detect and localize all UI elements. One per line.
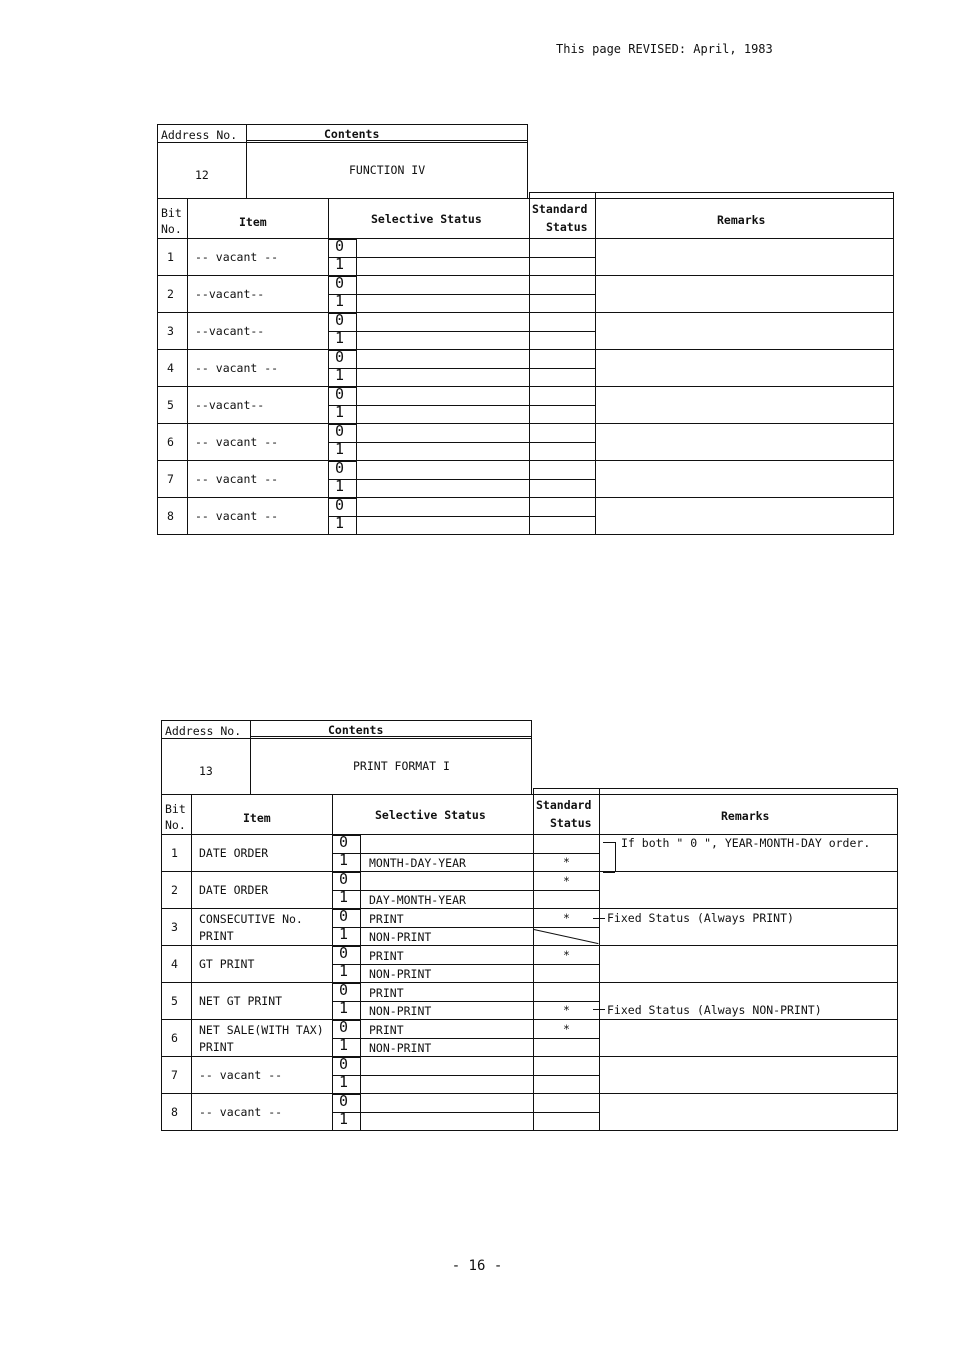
rule-line — [603, 872, 615, 873]
rule-line — [527, 124, 528, 198]
rule-line — [328, 516, 529, 517]
rule-line — [533, 982, 897, 983]
rule-line — [533, 890, 599, 891]
rule-line — [161, 720, 531, 721]
rule-line — [593, 1009, 605, 1010]
item-name-line1: NET SALE(WITH TAX) — [199, 1023, 324, 1037]
rule-line — [157, 142, 527, 143]
item-name: -- vacant -- — [199, 1068, 283, 1082]
rule-line — [529, 257, 595, 258]
rule-line — [529, 442, 595, 443]
remark-fixed-print: Fixed Status (Always PRINT) — [607, 911, 794, 925]
selective-digit-0: 0 — [339, 907, 349, 925]
selective-digit-0: 0 — [339, 944, 349, 962]
rule-line — [157, 423, 328, 424]
selective-digit-1: 1 — [339, 1035, 349, 1054]
selective-digit-0: 0 — [339, 981, 349, 999]
rule-line — [332, 890, 533, 891]
rule-line — [328, 368, 529, 369]
item-name: -- vacant -- — [195, 361, 279, 375]
selective-status-header: Selective Status — [371, 212, 482, 226]
rule-line — [533, 788, 897, 789]
rule-line — [328, 349, 529, 350]
rule-line — [328, 405, 529, 406]
rule-line — [250, 720, 251, 794]
rule-line — [191, 794, 192, 1131]
page-number: - 16 - — [451, 1258, 503, 1274]
rule-line — [533, 908, 897, 909]
rule-line — [187, 198, 188, 535]
rule-line — [529, 192, 530, 535]
rule-line — [529, 294, 595, 295]
bit-number: 3 — [167, 324, 174, 338]
rule-line — [157, 238, 893, 239]
selective-status-header: Selective Status — [375, 808, 486, 822]
contents-value: PRINT FORMAT I — [353, 759, 450, 773]
selective-status-1: NON-PRINT — [369, 1040, 432, 1055]
selective-digit-1: 1 — [335, 365, 345, 384]
rule-line — [161, 1056, 332, 1057]
selective-digit-0: 0 — [335, 274, 345, 292]
rule-line — [332, 964, 533, 965]
status-header: Status — [546, 220, 588, 234]
selective-digit-0: 0 — [339, 870, 349, 888]
diagonal-line — [534, 929, 598, 944]
rule-line — [533, 1056, 897, 1057]
rule-line — [332, 982, 533, 983]
rule-line — [250, 736, 531, 737]
rule-line — [161, 1130, 332, 1131]
item-name: --vacant-- — [195, 324, 265, 338]
rule-line — [533, 964, 599, 965]
rule-line — [332, 1130, 533, 1131]
bit-label: Bit — [165, 802, 186, 816]
rule-line — [529, 386, 893, 387]
standard-mark-0: * — [563, 911, 570, 925]
rule-line — [332, 1056, 533, 1057]
bit-number: 8 — [171, 1105, 178, 1119]
selective-status-0: PRINT — [369, 986, 404, 1000]
address-value: 13 — [199, 764, 213, 778]
selective-digit-0: 0 — [335, 459, 345, 477]
rule-line — [533, 1001, 599, 1002]
item-name: -- vacant -- — [195, 509, 279, 523]
item-name: DATE ORDER — [199, 883, 269, 897]
rule-line — [328, 275, 529, 276]
selective-digit-1: 1 — [335, 402, 345, 421]
bit-number: 3 — [171, 920, 178, 934]
selective-status-1: DAY-MONTH-YEAR — [369, 892, 466, 907]
selective-status-1: NON-PRINT — [369, 966, 432, 981]
rule-line — [595, 192, 596, 535]
rule-line — [533, 945, 897, 946]
rule-line — [533, 1075, 599, 1076]
rule-line — [599, 788, 600, 1131]
no-label: No. — [165, 818, 186, 832]
rule-line — [529, 331, 595, 332]
rule-line — [328, 534, 529, 535]
rule-line — [332, 794, 333, 1131]
selective-digit-1: 1 — [339, 887, 349, 906]
rule-line — [529, 479, 595, 480]
rule-line — [246, 124, 247, 198]
bit-number: 8 — [167, 509, 174, 523]
rule-line — [161, 720, 162, 794]
contents-value: FUNCTION IV — [349, 163, 426, 177]
rule-line — [157, 312, 328, 313]
rule-line — [332, 1112, 533, 1113]
selective-digit-1: 1 — [339, 850, 349, 869]
rule-line — [529, 405, 595, 406]
item-name: -- vacant -- — [195, 472, 279, 486]
rule-line — [332, 927, 533, 928]
bit-number: 7 — [171, 1068, 178, 1082]
item-name: -- vacant -- — [195, 250, 279, 264]
table-address-12 — [157, 124, 897, 534]
rule-line — [157, 386, 328, 387]
address-value: 12 — [195, 168, 209, 182]
rule-line — [157, 275, 328, 276]
selective-digit-1: 1 — [335, 513, 345, 532]
selective-digit-0: 0 — [335, 385, 345, 403]
bit-number: 1 — [167, 250, 174, 264]
selective-digit-1: 1 — [339, 1072, 349, 1091]
selective-digit-1: 1 — [339, 1109, 349, 1128]
address-no-label: Address No. — [161, 128, 238, 142]
rule-line — [533, 871, 897, 872]
rule-line — [328, 423, 529, 424]
item-name: NET GT PRINT — [199, 994, 283, 1008]
rule-line — [161, 794, 162, 1131]
rule-line — [157, 460, 328, 461]
rule-line — [161, 945, 332, 946]
rule-line — [328, 442, 529, 443]
rule-line — [332, 1093, 533, 1094]
rule-line — [615, 842, 616, 872]
selective-digit-1: 1 — [335, 328, 345, 347]
rule-line — [529, 349, 893, 350]
selective-digit-0: 0 — [335, 422, 345, 440]
rule-line — [328, 198, 329, 535]
rule-line — [328, 460, 529, 461]
address-no-label: Address No. — [165, 724, 242, 738]
rule-line — [897, 788, 898, 1131]
selective-status-0: PRINT — [369, 1023, 404, 1037]
selective-status-0: PRINT — [369, 912, 404, 926]
rule-line — [161, 1093, 332, 1094]
rule-line — [332, 871, 533, 872]
rule-line — [529, 312, 893, 313]
rule-line — [529, 534, 893, 535]
rule-line — [157, 124, 527, 125]
item-name: DATE ORDER — [199, 846, 269, 860]
item-name: --vacant-- — [195, 287, 265, 301]
selective-digit-0: 0 — [335, 311, 345, 329]
revised-note: This page REVISED: April, 1983 — [556, 42, 773, 56]
contents-label: Contents — [324, 127, 380, 141]
rule-line — [157, 198, 158, 535]
rule-line — [533, 1112, 599, 1113]
rule-line — [328, 312, 529, 313]
rule-line — [529, 497, 893, 498]
selective-status-1: NON-PRINT — [369, 1003, 432, 1018]
rule-line — [533, 1093, 897, 1094]
selective-digit-0: 0 — [335, 496, 345, 514]
rule-line — [161, 834, 897, 835]
bit-number: 7 — [167, 472, 174, 486]
rule-line — [328, 497, 529, 498]
rule-line — [529, 275, 893, 276]
rule-line — [332, 853, 533, 854]
rule-line — [593, 918, 605, 919]
selective-digit-0: 0 — [339, 1092, 349, 1110]
selective-status-0: PRINT — [369, 949, 404, 963]
selective-digit-1: 1 — [335, 476, 345, 495]
rule-line — [609, 1019, 837, 1020]
item-name-line1: CONSECUTIVE No. — [199, 912, 303, 926]
rule-line — [246, 140, 527, 141]
item-name: GT PRINT — [199, 957, 255, 971]
rule-line — [332, 1075, 533, 1076]
selective-digit-0: 0 — [335, 348, 345, 366]
rule-line — [533, 927, 599, 928]
standard-mark-0: * — [563, 874, 570, 888]
remark-date-order: If both " 0 ", YEAR-MONTH-DAY order. — [621, 836, 871, 850]
rule-line — [161, 738, 531, 739]
rule-line — [893, 192, 894, 535]
rule-line — [157, 534, 328, 535]
remarks-header: Remarks — [717, 213, 766, 227]
bit-number: 4 — [171, 957, 178, 971]
rule-line — [533, 853, 599, 854]
rule-line — [332, 1019, 533, 1020]
status-header: Status — [550, 816, 592, 830]
selective-status-1: NON-PRINT — [369, 929, 432, 944]
rule-line — [157, 349, 328, 350]
selective-digit-0: 0 — [339, 1018, 349, 1036]
standard-mark-1: * — [563, 854, 570, 869]
rule-line — [157, 497, 328, 498]
rule-line — [328, 331, 529, 332]
bit-number: 5 — [167, 398, 174, 412]
rule-line — [603, 842, 615, 843]
rule-line — [529, 460, 893, 461]
item-name: -- vacant -- — [195, 435, 279, 449]
selective-digit-1: 1 — [339, 961, 349, 980]
standard-mark-1: * — [563, 1002, 570, 1017]
bit-number: 5 — [171, 994, 178, 1008]
rule-line — [356, 238, 357, 535]
rule-line — [533, 1038, 599, 1039]
rule-line — [360, 834, 361, 1131]
rule-line — [328, 479, 529, 480]
no-label: No. — [161, 222, 182, 236]
selective-digit-1: 1 — [339, 998, 349, 1017]
item-name-line2: PRINT — [199, 929, 234, 943]
rule-line — [332, 908, 533, 909]
rule-line — [161, 871, 332, 872]
selective-digit-0: 0 — [339, 833, 349, 851]
bit-number: 6 — [167, 435, 174, 449]
selective-digit-1: 1 — [335, 254, 345, 273]
item-header: Item — [239, 215, 267, 229]
standard-header: Standard — [536, 798, 592, 812]
selective-digit-0: 0 — [339, 1055, 349, 1073]
bit-number: 2 — [171, 883, 178, 897]
rule-line — [161, 982, 332, 983]
table-address-13 — [161, 720, 901, 1130]
selective-digit-0: 0 — [335, 237, 345, 255]
rule-line — [157, 124, 158, 198]
standard-header: Standard — [532, 202, 588, 216]
rule-line — [531, 720, 532, 794]
rule-line — [157, 198, 893, 199]
remarks-header: Remarks — [721, 809, 770, 823]
selective-digit-1: 1 — [335, 439, 345, 458]
rule-line — [161, 908, 332, 909]
selective-digit-1: 1 — [339, 924, 349, 943]
rule-line — [529, 368, 595, 369]
rule-line — [332, 1001, 533, 1002]
selective-status-1: MONTH-DAY-YEAR — [369, 855, 466, 870]
item-name-line2: PRINT — [199, 1040, 234, 1054]
contents-label: Contents — [328, 723, 384, 737]
rule-line — [328, 294, 529, 295]
rule-line — [529, 423, 893, 424]
rule-line — [529, 516, 595, 517]
rule-line — [533, 788, 534, 1131]
bit-number: 4 — [167, 361, 174, 375]
rule-line — [161, 1019, 332, 1020]
item-name: -- vacant -- — [199, 1105, 283, 1119]
item-header: Item — [243, 811, 271, 825]
selective-digit-1: 1 — [335, 291, 345, 310]
rule-line — [529, 192, 893, 193]
rule-line — [332, 945, 533, 946]
bit-number: 2 — [167, 287, 174, 301]
remark-fixed-non-print: Fixed Status (Always NON-PRINT) — [607, 1002, 822, 1017]
bit-number: 1 — [171, 846, 178, 860]
rule-line — [332, 1038, 533, 1039]
bit-label: Bit — [161, 206, 182, 220]
rule-line — [328, 257, 529, 258]
bit-number: 6 — [171, 1031, 178, 1045]
rule-line — [533, 1130, 897, 1131]
standard-mark-0: * — [563, 1022, 570, 1036]
item-name: --vacant-- — [195, 398, 265, 412]
standard-mark-0: * — [563, 948, 570, 962]
rule-line — [328, 386, 529, 387]
rule-line — [161, 794, 897, 795]
